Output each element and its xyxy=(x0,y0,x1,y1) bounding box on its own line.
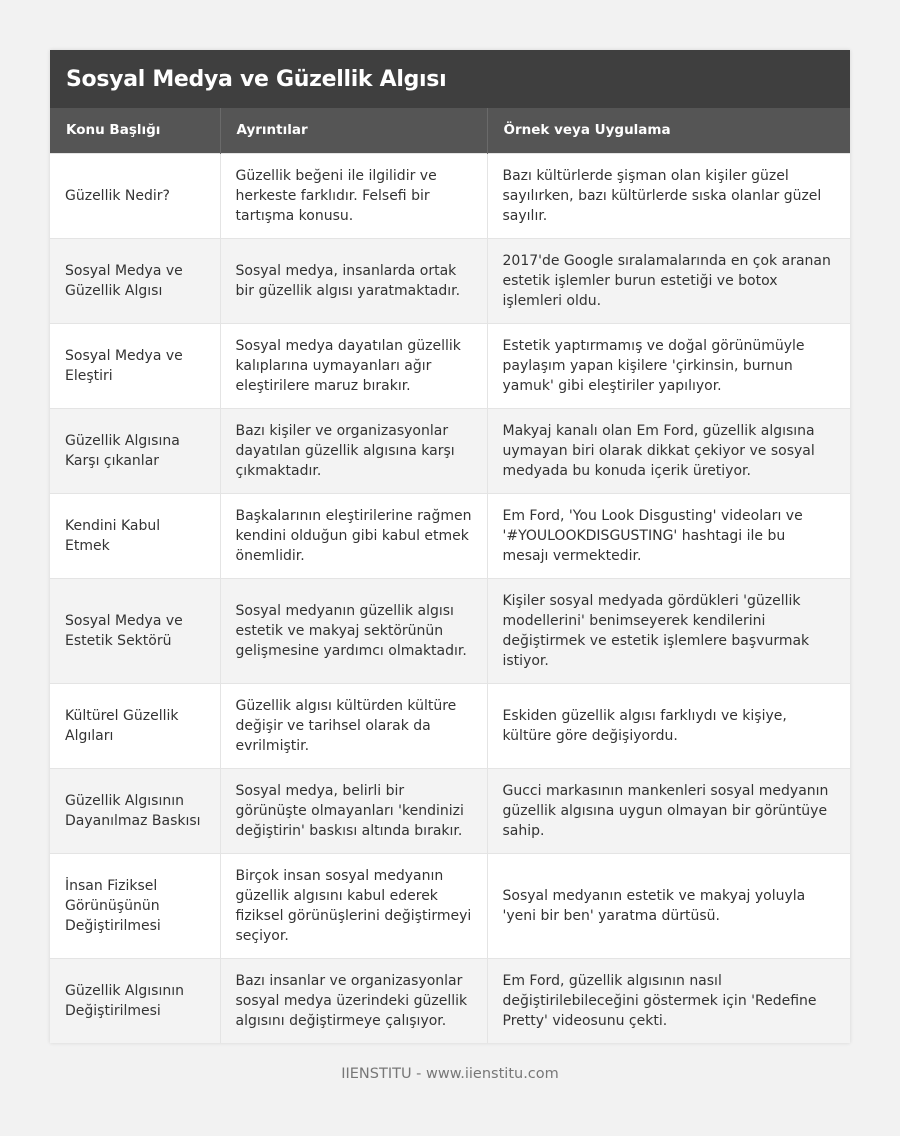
header-example: Örnek veya Uygulama xyxy=(487,108,850,153)
cell-example: Em Ford, 'You Look Disgusting' videoları ve '#YOULOOKDISGUSTING' hashtagi ile bu mesajı vermektedir. xyxy=(487,493,850,578)
table-row xyxy=(50,493,850,578)
cell-example: Estetik yaptırmamış ve doğal görünümüyle paylaşım yapan kişilere 'çirkinsin, burnun yamuk' gibi eleştiriler yapılıyor. xyxy=(487,323,850,408)
table-row xyxy=(50,683,850,768)
cell-details: Sosyal medyanın güzellik algısı estetik ve makyaj sektörünün gelişmesine yardımcı olmaktadır. xyxy=(220,578,487,683)
cell-topic: Güzellik Algısının Dayanılmaz Baskısı xyxy=(50,768,220,853)
header-topic: Konu Başlığı xyxy=(50,108,220,153)
table-row xyxy=(50,153,850,238)
table-row xyxy=(50,578,850,683)
table-row xyxy=(50,853,850,958)
cell-example: Gucci markasının mankenleri sosyal medyanın güzellik algısına uygun olmayan bir görüntüye sahip. xyxy=(487,768,850,853)
cell-example: Em Ford, güzellik algısının nasıl değiştirilebileceğini göstermek için 'Redefine Pretty' videosunu çekti. xyxy=(487,958,850,1043)
cell-example: Makyaj kanalı olan Em Ford, güzellik algısına uymayan biri olarak dikkat çekiyor ve sosyal medyada bu konuda içerik üretiyor. xyxy=(487,408,850,493)
cell-details: Güzellik algısı kültürden kültüre değişir ve tarihsel olarak da evrilmiştir. xyxy=(220,683,487,768)
table-row xyxy=(50,958,850,1043)
cell-details: Başkalarının eleştirilerine rağmen kendini olduğun gibi kabul etmek önemlidir. xyxy=(220,493,487,578)
cell-details: Sosyal medya dayatılan güzellik kalıplarına uymayanları ağır eleştirilere maruz bırakır. xyxy=(220,323,487,408)
cell-topic: Kültürel Güzellik Algıları xyxy=(50,683,220,768)
data-table xyxy=(50,108,850,1043)
cell-topic: Sosyal Medya ve Estetik Sektörü xyxy=(50,578,220,683)
cell-topic: Güzellik Nedir? xyxy=(50,153,220,238)
table-card xyxy=(50,50,850,1043)
footer-credit: IIENSTITU - www.iienstitu.com xyxy=(341,1066,559,1082)
cell-details: Sosyal medya, insanlarda ortak bir güzellik algısı yaratmaktadır. xyxy=(220,238,487,323)
table-row xyxy=(50,323,850,408)
cell-example: 2017'de Google sıralamalarında en çok aranan estetik işlemler burun estetiği ve botox işlemleri oldu. xyxy=(487,238,850,323)
cell-example: Bazı kültürlerde şişman olan kişiler güzel sayılırken, bazı kültürlerde sıska olanlar güzel sayılır. xyxy=(487,153,850,238)
table-row xyxy=(50,408,850,493)
table-title: Sosyal Medya ve Güzellik Algısı xyxy=(50,50,850,108)
cell-topic: İnsan Fiziksel Görünüşünün Değiştirilmesi xyxy=(50,853,220,958)
cell-topic: Sosyal Medya ve Güzellik Algısı xyxy=(50,238,220,323)
cell-details: Bazı insanlar ve organizasyonlar sosyal medya üzerindeki güzellik algısını değiştirmeye çalışıyor. xyxy=(220,958,487,1043)
cell-details: Bazı kişiler ve organizasyonlar dayatılan güzellik algısına karşı çıkmaktadır. xyxy=(220,408,487,493)
table-row xyxy=(50,238,850,323)
cell-topic: Sosyal Medya ve Eleştiri xyxy=(50,323,220,408)
cell-example: Sosyal medyanın estetik ve makyaj yoluyla 'yeni bir ben' yaratma dürtüsü. xyxy=(487,853,850,958)
cell-topic: Güzellik Algısına Karşı çıkanlar xyxy=(50,408,220,493)
cell-details: Güzellik beğeni ile ilgilidir ve herkeste farklıdır. Felsefi bir tartışma konusu. xyxy=(220,153,487,238)
cell-example: Eskiden güzellik algısı farklıydı ve kişiye, kültüre göre değişiyordu. xyxy=(487,683,850,768)
header-details: Ayrıntılar xyxy=(220,108,487,153)
cell-example: Kişiler sosyal medyada gördükleri 'güzellik modellerini' benimseyerek kendilerini değiştirmek ve estetik işlemlere başvurmak istiyor. xyxy=(487,578,850,683)
cell-topic: Güzellik Algısının Değiştirilmesi xyxy=(50,958,220,1043)
table-row xyxy=(50,768,850,853)
header-row xyxy=(50,108,850,153)
cell-details: Birçok insan sosyal medyanın güzellik algısını kabul ederek fiziksel görünüşlerini değiştirmeyi seçiyor. xyxy=(220,853,487,958)
cell-details: Sosyal medya, belirli bir görünüşte olmayanları 'kendinizi değiştirin' baskısı altında bırakır. xyxy=(220,768,487,853)
cell-topic: Kendini Kabul Etmek xyxy=(50,493,220,578)
